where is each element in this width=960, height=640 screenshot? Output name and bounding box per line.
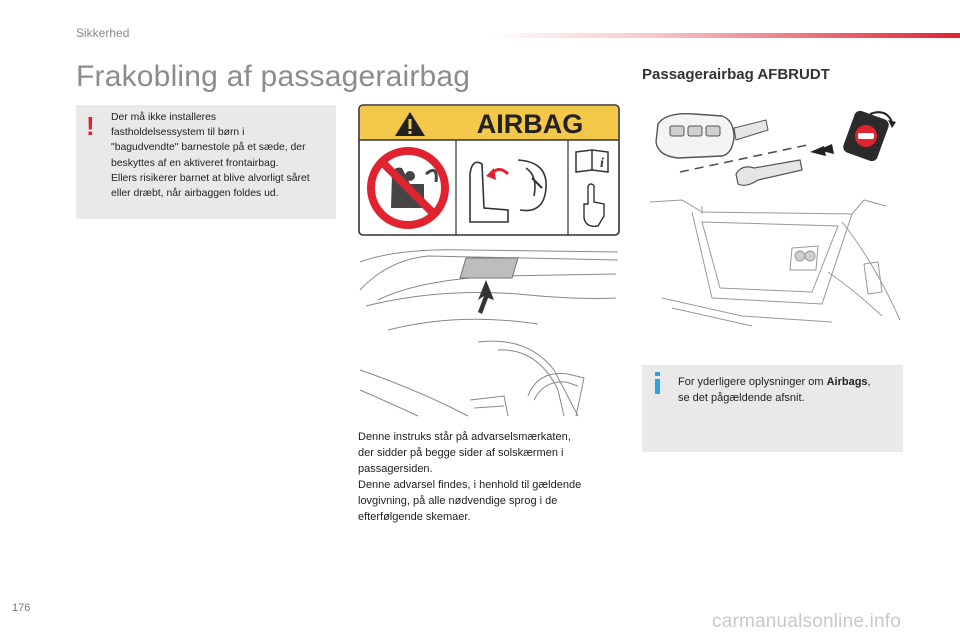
body-line: Denne instruks står på advarselsmærkaten, — [358, 431, 571, 443]
info-box — [642, 365, 903, 452]
section-heading: Passagerairbag AFBRUDT — [642, 66, 830, 83]
warning-line: Der må ikke installeres — [111, 112, 217, 123]
airbag-switch-icon — [842, 109, 896, 163]
warning-box — [76, 105, 336, 219]
car-key-icon — [656, 114, 768, 158]
watermark: carmanualsonline.info — [712, 611, 902, 632]
section-label: Sikkerhed — [76, 26, 130, 40]
no-child-seat-icon — [371, 151, 445, 225]
info-icon — [655, 372, 660, 394]
info-text — [678, 375, 898, 406]
sun-visor-illustration — [358, 240, 620, 418]
body-paragraph — [358, 429, 620, 525]
warning-line: fastholdelsessystem til børn i — [111, 127, 245, 139]
page-number: 176 — [12, 602, 31, 614]
warning-line: eller dræbt, når airbaggen foldes ud. — [111, 188, 279, 200]
header-rule — [486, 33, 960, 38]
info-text-comma: , — [867, 376, 871, 388]
airbag-warning-label — [358, 104, 620, 236]
double-arrow-icon — [810, 144, 834, 156]
key-glovebox-illustration — [642, 102, 904, 328]
warning-line: beskyttes af en aktiveret frontairbag. — [111, 157, 279, 169]
body-line: efterfølgende skemaer. — [358, 511, 471, 523]
page-title: Frakobling af passagerairbag — [76, 60, 471, 93]
body-line: der sidder på begge sider af solskærmen i — [358, 447, 564, 459]
warning-text — [111, 110, 331, 201]
warning-line: "bagudvendte" barnestole på et sæde, der — [111, 142, 306, 154]
warning-sticker-marker — [460, 258, 518, 278]
info-link-airbags: Airbags — [826, 376, 868, 388]
svg-text:i: i — [600, 156, 604, 171]
info-text-start: For yderligere oplysninger om — [678, 376, 827, 388]
body-line: Denne advarsel findes, i henhold til gældende — [358, 479, 582, 491]
info-line-2: se det pågældende afsnit. — [678, 391, 805, 404]
key-blade-icon — [736, 160, 802, 185]
body-line: passagersiden. — [358, 463, 433, 475]
warning-line: Ellers risikerer barnet at blive alvorligt såret — [111, 172, 310, 184]
warning-icon: ! — [86, 111, 95, 141]
arrow-icon — [478, 280, 494, 314]
body-line: lovgivning, på alle nødvendige sprog i de — [358, 495, 558, 507]
airbag-title: AIRBAG — [476, 109, 584, 139]
